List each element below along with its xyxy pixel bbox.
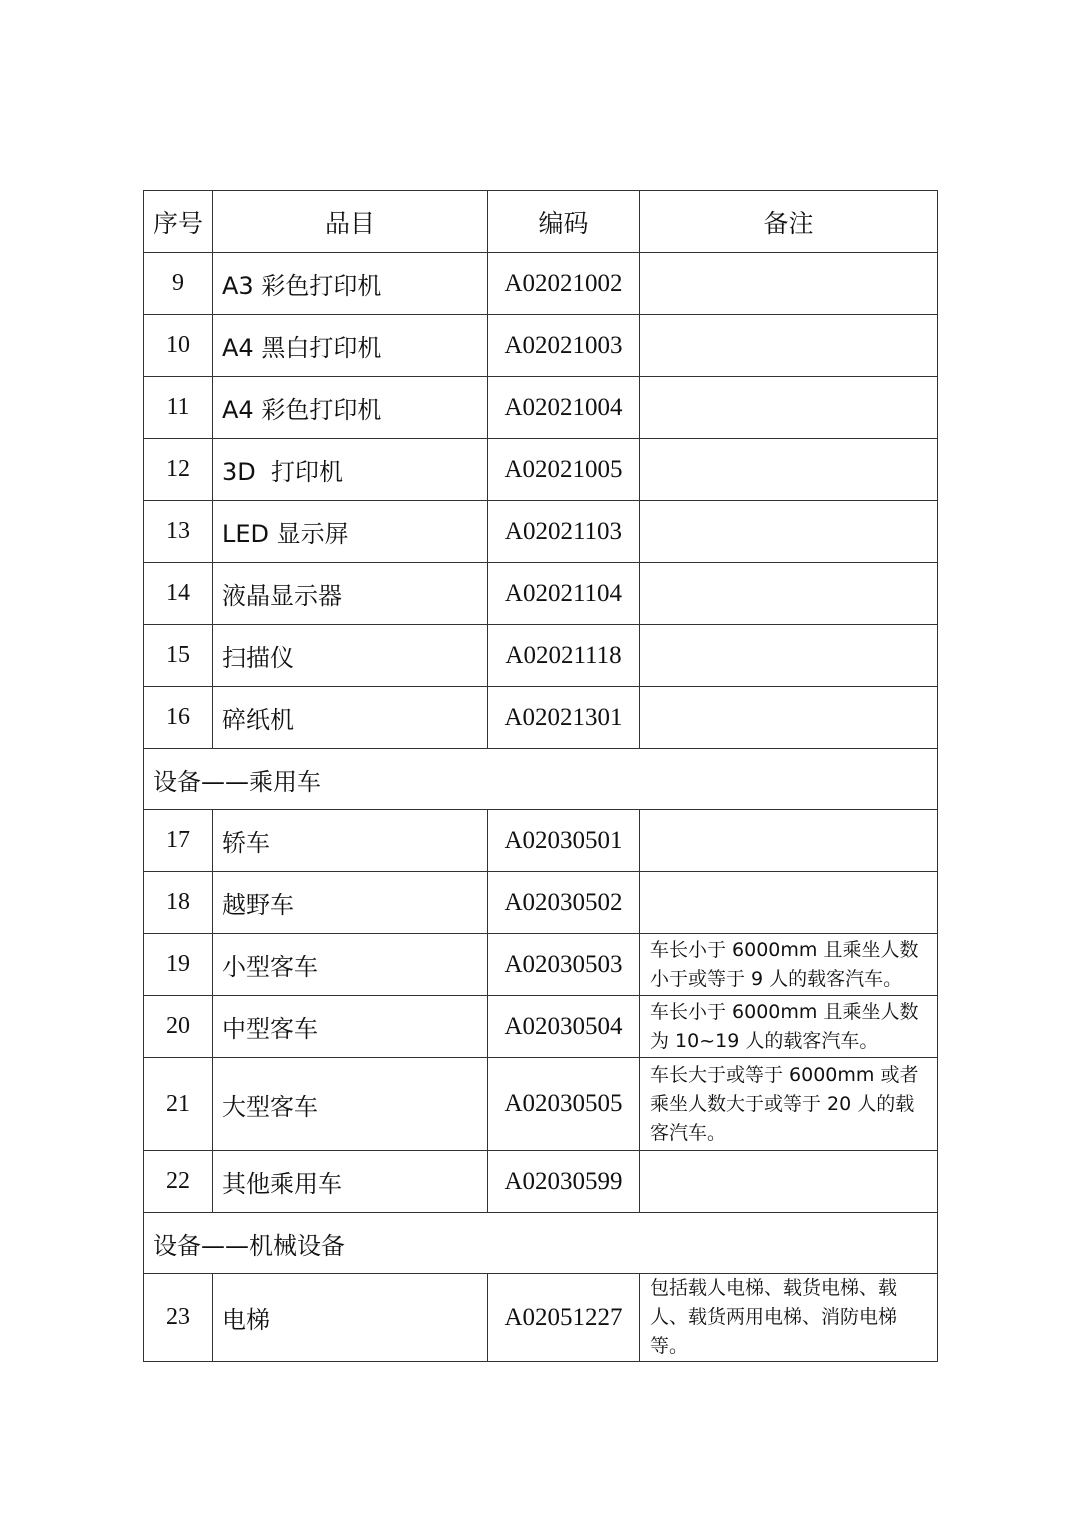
row-note <box>640 810 938 872</box>
row-no: 13 <box>144 501 213 563</box>
row-code: A02021005 <box>488 439 640 501</box>
row-code: A02021103 <box>488 501 640 563</box>
row-item: 中型客车 <box>213 996 488 1058</box>
section-row-machinery <box>144 1213 938 1274</box>
row-note <box>640 501 938 563</box>
row-code: A02030502 <box>488 872 640 934</box>
table-row <box>144 315 938 377</box>
table-row <box>144 872 938 934</box>
row-note <box>640 253 938 315</box>
row-note: 车长大于或等于 6000mm 或者乘坐人数大于或等于 20 人的载客汽车。 <box>640 1058 938 1151</box>
table-row <box>144 563 938 625</box>
row-note <box>640 625 938 687</box>
table-row <box>144 934 938 996</box>
row-note: 车长小于 6000mm 且乘坐人数为 10~19 人的载客汽车。 <box>640 996 938 1058</box>
header-code: 编码 <box>488 191 640 253</box>
row-item: A3 彩色打印机 <box>213 253 488 315</box>
row-code: A02030501 <box>488 810 640 872</box>
row-no: 16 <box>144 687 213 749</box>
row-item: 碎纸机 <box>213 687 488 749</box>
row-item: A4 黑白打印机 <box>213 315 488 377</box>
header-no: 序号 <box>144 191 213 253</box>
row-note <box>640 439 938 501</box>
table-row <box>144 439 938 501</box>
row-item: 电梯 <box>213 1274 488 1362</box>
table-row <box>144 253 938 315</box>
row-no: 14 <box>144 563 213 625</box>
table-row <box>144 501 938 563</box>
row-code: A02021002 <box>488 253 640 315</box>
row-code: A02030503 <box>488 934 640 996</box>
row-no: 15 <box>144 625 213 687</box>
section-title-vehicles: 设备——乘用车 <box>144 749 938 810</box>
row-note <box>640 1151 938 1213</box>
row-code: A02021118 <box>488 625 640 687</box>
row-no: 9 <box>144 253 213 315</box>
row-note <box>640 315 938 377</box>
row-no: 21 <box>144 1058 213 1151</box>
table-row <box>144 1274 938 1362</box>
header-item: 品目 <box>213 191 488 253</box>
row-code: A02051227 <box>488 1274 640 1362</box>
row-no: 18 <box>144 872 213 934</box>
row-no: 20 <box>144 996 213 1058</box>
row-no: 17 <box>144 810 213 872</box>
row-code: A02021301 <box>488 687 640 749</box>
table-row <box>144 377 938 439</box>
row-code: A02021003 <box>488 315 640 377</box>
row-note <box>640 687 938 749</box>
row-no: 23 <box>144 1274 213 1362</box>
row-item: A4 彩色打印机 <box>213 377 488 439</box>
row-item: 3D 打印机 <box>213 439 488 501</box>
row-note <box>640 377 938 439</box>
catalog-table <box>143 190 938 1362</box>
row-note: 包括载人电梯、载货电梯、载人、载货两用电梯、消防电梯等。 <box>640 1274 938 1362</box>
row-item: 大型客车 <box>213 1058 488 1151</box>
row-note <box>640 872 938 934</box>
row-code: A02030599 <box>488 1151 640 1213</box>
row-code: A02030504 <box>488 996 640 1058</box>
row-item: LED 显示屏 <box>213 501 488 563</box>
row-note <box>640 563 938 625</box>
section-title-machinery: 设备——机械设备 <box>144 1213 938 1274</box>
row-code: A02021004 <box>488 377 640 439</box>
row-no: 11 <box>144 377 213 439</box>
row-item: 扫描仪 <box>213 625 488 687</box>
table-row <box>144 1151 938 1213</box>
header-note: 备注 <box>640 191 938 253</box>
row-no: 10 <box>144 315 213 377</box>
row-item: 其他乘用车 <box>213 1151 488 1213</box>
row-item: 液晶显示器 <box>213 563 488 625</box>
table-row <box>144 625 938 687</box>
row-item: 越野车 <box>213 872 488 934</box>
section-row-vehicles <box>144 749 938 810</box>
table-row <box>144 810 938 872</box>
row-item: 小型客车 <box>213 934 488 996</box>
row-code: A02030505 <box>488 1058 640 1151</box>
row-no: 19 <box>144 934 213 996</box>
row-no: 22 <box>144 1151 213 1213</box>
table-row <box>144 1058 938 1151</box>
table-header-row <box>144 191 938 253</box>
table-row <box>144 996 938 1058</box>
row-no: 12 <box>144 439 213 501</box>
row-note: 车长小于 6000mm 且乘坐人数小于或等于 9 人的载客汽车。 <box>640 934 938 996</box>
row-code: A02021104 <box>488 563 640 625</box>
table-row <box>144 687 938 749</box>
row-item: 轿车 <box>213 810 488 872</box>
